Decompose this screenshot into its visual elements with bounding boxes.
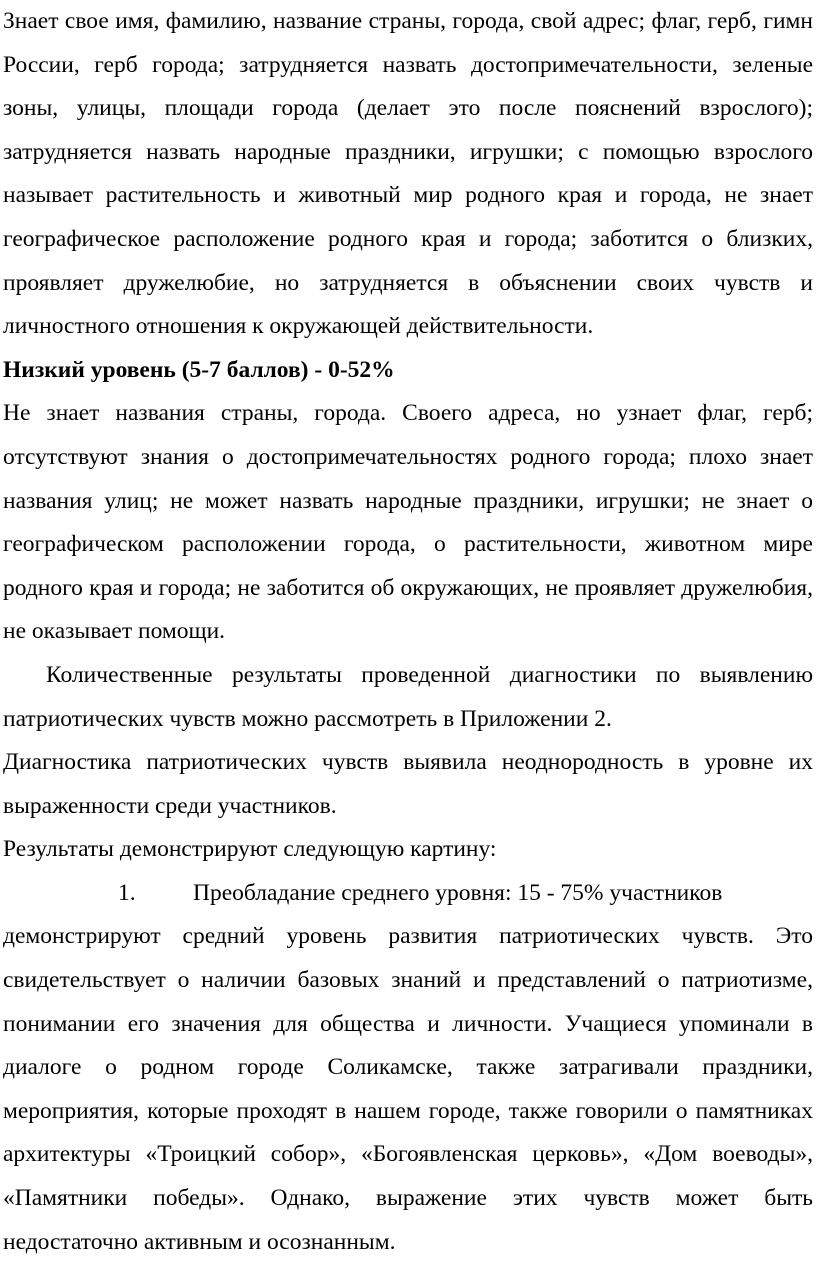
- numbered-list-item: [3, 872, 813, 1264]
- paragraph-quantitative-results: Количественные результаты проведенной диагностики по выявлению патриотических чувств можно рассмотреть в Приложении 2.: [3, 661, 813, 732]
- list-item-first-line: [3, 872, 813, 916]
- paragraph-diagnostics-heterogeneity: Диагностика патриотических чувств выявила неоднородность в уровне их выраженности среди участников.: [3, 749, 813, 819]
- list-item-continuation: демонстрируют средний уровень развития патриотических чувств. Это свидетельствует о наличии базовых знаний и представлений о патриотизме, понимании его значения для общества и личности. Учащиеся упоминали в диалоге о родном городе Соликамске, также затрагивали праздники, мероприятия, которые проходят в нашем городе, также говорили о памятниках архитектуры «Троицкий собор», «Богоявленская церковь», «Дом воеводы», «Памятники победы». Однако, выражение этих чувств может быть недостаточно активным и осознанным.: [3, 923, 813, 1255]
- document-page: [3, 0, 813, 1264]
- paragraph-results-intro: Результаты демонстрируют следующую картину:: [3, 836, 497, 863]
- list-item-title: Преобладание среднего уровня: 15 - 75% участников: [193, 879, 723, 906]
- paragraph-low-level-description: Не знает названия страны, города. Своего адреса, но узнает флаг, герб; отсутствуют знания о достопримечательностях родного города; плохо знает названия улиц; не может назвать народные праздники, игрушки; не знает о географическом расположении города, о растительности, животном мире родного края и города; не заботится об окружающих, не проявляет дружелюбия, не оказывает помощи.: [3, 400, 813, 645]
- low-level-heading: Низкий уровень (5-7 баллов) - 0-52%: [3, 356, 395, 383]
- list-item-number: 1.: [118, 879, 136, 906]
- paragraph-medium-level-description: Знает свое имя, фамилию, название страны, города, свой адрес; флаг, герб, гимн России, герб города; затрудняется назвать достопримечательности, зеленые зоны, улицы, площади города (делает это после пояснений взрослого); затрудняется назвать народные праздники, игрушки; с помощью взрослого называет растительность и животный мир родного края и города, не знает географическое расположение родного края и города; заботится о близких, проявляет дружелюбие, но затрудняется в объяснении своих чувств и личностного отношения к окружающей действительности.: [3, 8, 813, 340]
